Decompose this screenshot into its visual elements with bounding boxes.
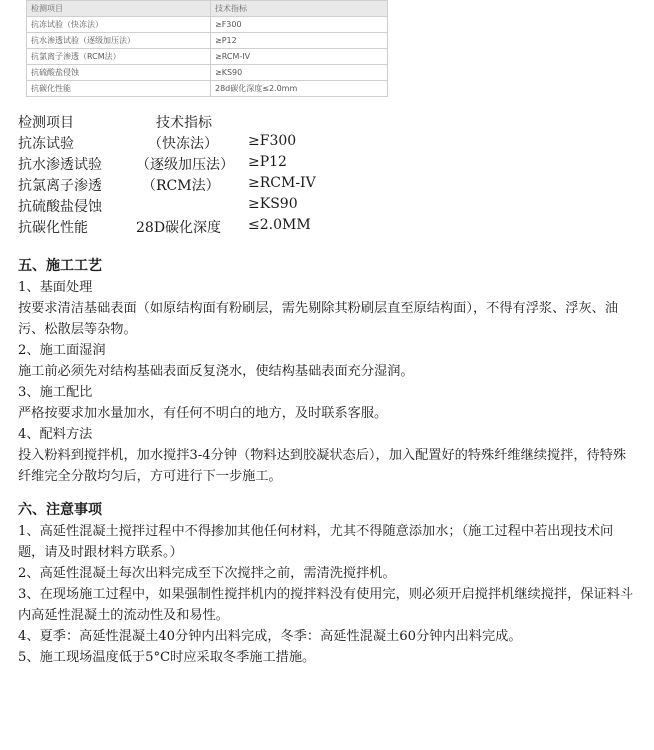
table-row	[27, 49, 388, 65]
test-item: 抗冻试验	[18, 136, 74, 152]
test-item: 抗氯离子渗透	[18, 178, 102, 194]
spec-image-table	[26, 0, 388, 97]
note-item: 4、夏季：高延性混凝土40分钟内出料完成，冬季：高延性混凝土60分钟内出料完成。	[18, 629, 522, 644]
test-method: （逐级加压法）	[136, 157, 234, 173]
step-text: 投入粉料到搅拌机，加水搅拌3-4分钟（物料达到胶凝状态后），加入配置好的特殊纤维继续搅拌，待特殊纤维完全分散均匀后，方可进行下一步施工。	[18, 448, 627, 484]
test-item: 检测项目	[18, 115, 74, 131]
step-heading: 1、基面处理	[18, 280, 93, 295]
table-row	[27, 65, 388, 81]
test-item: 抗碳化性能	[18, 220, 88, 236]
construction-section	[18, 256, 638, 487]
note-item: 5、施工现场温度低于5°C时应采取冬季施工措施。	[18, 650, 316, 665]
step-text: 施工前必须先对结构基础表面反复浇水，使结构基础表面充分湿润。	[18, 364, 414, 379]
test-value: ≥F300	[248, 133, 297, 149]
table-cell: 抗硫酸盐侵蚀	[27, 65, 211, 81]
table-row	[27, 17, 388, 33]
step-text: 严格按要求加水量加水，有任何不明白的地方，及时联系客服。	[18, 406, 388, 421]
step-heading: 3、施工配比	[18, 385, 93, 400]
test-item: 抗硫酸盐侵蚀	[18, 199, 102, 215]
notes-section	[18, 500, 638, 668]
test-method: 技术指标	[156, 115, 212, 131]
note-item: 1、高延性混凝土搅拌过程中不得掺加其他任何材料，尤其不得随意添加水；（施工过程中若出现技术问题，请及时跟材料方联系。）	[18, 524, 614, 560]
test-item: 抗水渗透试验	[18, 157, 102, 173]
step-heading: 2、施工面湿润	[18, 343, 106, 358]
test-method: （快冻法）	[148, 136, 218, 152]
table-cell: ≥F300	[211, 17, 388, 33]
table-row	[27, 33, 388, 49]
table-cell: ≥KS90	[211, 65, 388, 81]
test-value: ≤2.0MM	[248, 217, 311, 233]
table-row	[27, 1, 388, 17]
table-cell: 抗碳化性能	[27, 81, 211, 97]
table-cell: 抗水渗透试验（逐级加压法）	[27, 33, 211, 49]
test-value: ≥KS90	[248, 196, 298, 212]
table-cell: 抗氯离子渗透（RCM法）	[27, 49, 211, 65]
test-method: 28D碳化深度	[136, 220, 222, 236]
test-value: ≥RCM-IV	[248, 175, 316, 191]
note-item: 3、在现场施工过程中，如果强制性搅拌机内的搅拌料没有使用完，则必须开启搅拌机继续搅拌，保证料斗内高延性混凝土的流动性及和易性。	[18, 587, 634, 623]
table-cell: 检测项目	[27, 1, 211, 17]
step-text: 按要求清洁基础表面（如原结构面有粉刷层，需先剔除其粉刷层直至原结构面），不得有浮浆、浮灰、油污、松散层等杂物。	[18, 301, 619, 337]
section-title: 五、施工工艺	[18, 258, 102, 274]
test-value: ≥P12	[248, 154, 287, 170]
test-method: （RCM法）	[142, 178, 220, 194]
table-cell: ≥P12	[211, 33, 388, 49]
table-cell: 技术指标	[211, 1, 388, 17]
section-title: 六、注意事项	[18, 502, 102, 518]
table-cell: 28d碳化深度≤2.0mm	[211, 81, 388, 97]
table-cell: ≥RCM-IV	[211, 49, 388, 65]
table-cell: 抗冻试验（快冻法）	[27, 17, 211, 33]
note-item: 2、高延性混凝土每次出料完成至下次搅拌之前，需清洗搅拌机。	[18, 566, 396, 581]
table-row	[27, 81, 388, 97]
step-heading: 4、配料方法	[18, 427, 93, 442]
